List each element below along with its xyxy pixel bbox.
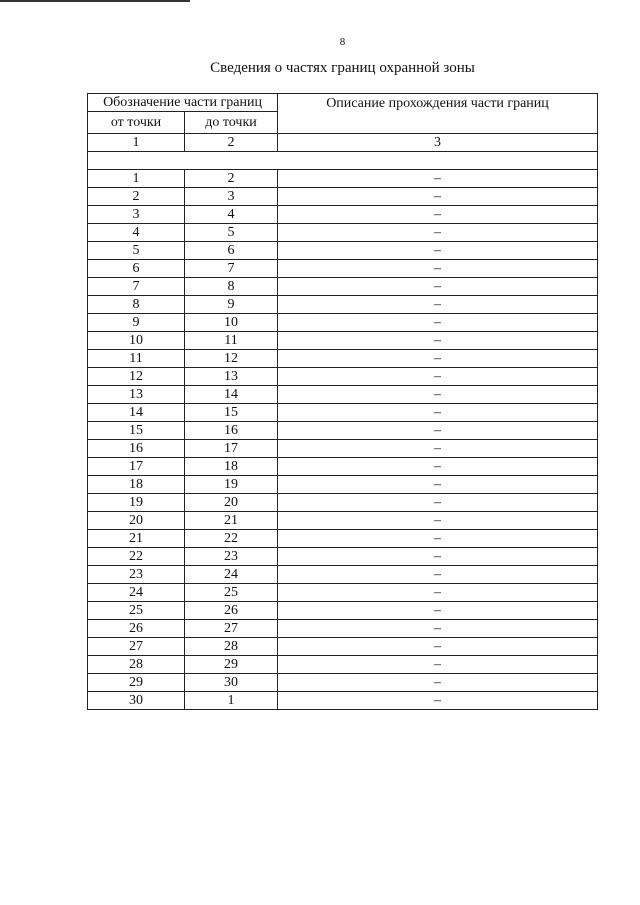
section-label-cell [88,152,598,170]
from-point-cell: 11 [88,350,185,368]
to-point-cell: 23 [185,548,278,566]
table-row [88,530,598,548]
table-header-row [88,94,598,112]
table-row [88,620,598,638]
table-row [88,368,598,386]
from-point-cell: 10 [88,332,185,350]
description-cell: – [278,350,598,368]
from-point-cell: 18 [88,476,185,494]
from-point-cell: 7 [88,278,185,296]
from-point-cell: 12 [88,368,185,386]
from-point-cell: 2 [88,188,185,206]
from-point-cell: 6 [88,260,185,278]
boundary-parts-table [87,93,598,710]
description-cell: – [278,566,598,584]
description-cell: – [278,674,598,692]
to-point-cell: 26 [185,602,278,620]
table-row [88,404,598,422]
from-point-cell: 4 [88,224,185,242]
description-cell: – [278,188,598,206]
description-cell: – [278,494,598,512]
to-point-cell: 1 [185,692,278,710]
to-point-cell: 20 [185,494,278,512]
to-point-cell: 21 [185,512,278,530]
table-row [88,332,598,350]
to-point-cell: 9 [185,296,278,314]
description-cell: – [278,440,598,458]
to-point-cell: 2 [185,170,278,188]
to-point-cell: 27 [185,620,278,638]
from-point-cell: 14 [88,404,185,422]
to-point-cell: 18 [185,458,278,476]
from-point-cell: 9 [88,314,185,332]
from-point-cell: 1 [88,170,185,188]
table-row [88,512,598,530]
to-point-cell: 11 [185,332,278,350]
column-number-cell: 2 [185,134,278,152]
to-point-cell: 6 [185,242,278,260]
description-cell: – [278,224,598,242]
description-cell: – [278,530,598,548]
description-cell: – [278,512,598,530]
description-cell: – [278,476,598,494]
from-point-header-cell: от точки [88,112,185,134]
column-number-row [88,134,598,152]
top-rule [0,0,190,2]
from-point-cell: 19 [88,494,185,512]
to-point-cell: 24 [185,566,278,584]
from-point-cell: 20 [88,512,185,530]
description-cell: – [278,458,598,476]
to-point-cell: 30 [185,674,278,692]
from-point-cell: 28 [88,656,185,674]
to-point-cell: 3 [185,188,278,206]
column-number-cell: 3 [278,134,598,152]
table-row [88,278,598,296]
to-point-cell: 10 [185,314,278,332]
page-number: 8 [339,36,346,48]
to-point-cell: 28 [185,638,278,656]
to-point-cell: 17 [185,440,278,458]
table-row [88,440,598,458]
from-point-cell: 13 [88,386,185,404]
description-cell: – [278,638,598,656]
table-row [88,206,598,224]
table-row [88,638,598,656]
table-row [88,458,598,476]
description-cell: – [278,260,598,278]
table-row [88,422,598,440]
table-row [88,566,598,584]
document-title: Сведения о частях границ охранной зоны [210,60,475,76]
table-row [88,386,598,404]
section-row [88,152,598,170]
description-cell: – [278,296,598,314]
description-cell: – [278,602,598,620]
description-cell: – [278,584,598,602]
description-header-cell: Описание прохождения части границ [278,94,598,134]
to-point-header-cell: до точки [185,112,278,134]
table-row [88,350,598,368]
to-point-cell: 29 [185,656,278,674]
table-row [88,494,598,512]
table-row [88,170,598,188]
column-number-cell: 1 [88,134,185,152]
description-cell: – [278,404,598,422]
description-cell: – [278,656,598,674]
from-point-cell: 24 [88,584,185,602]
from-point-cell: 25 [88,602,185,620]
to-point-cell: 4 [185,206,278,224]
from-point-cell: 21 [88,530,185,548]
from-point-cell: 15 [88,422,185,440]
from-point-cell: 3 [88,206,185,224]
table-row [88,224,598,242]
from-point-cell: 29 [88,674,185,692]
from-point-cell: 8 [88,296,185,314]
description-cell: – [278,368,598,386]
from-point-cell: 17 [88,458,185,476]
description-cell: – [278,170,598,188]
from-point-cell: 23 [88,566,185,584]
description-cell: – [278,278,598,296]
description-cell: – [278,206,598,224]
to-point-cell: 8 [185,278,278,296]
from-point-cell: 27 [88,638,185,656]
table-row [88,296,598,314]
table-row [88,548,598,566]
table-row [88,260,598,278]
table-row [88,242,598,260]
table-row [88,584,598,602]
to-point-cell: 15 [185,404,278,422]
table-row [88,656,598,674]
table-row [88,476,598,494]
from-point-cell: 5 [88,242,185,260]
description-cell: – [278,332,598,350]
description-cell: – [278,422,598,440]
to-point-cell: 5 [185,224,278,242]
to-point-cell: 22 [185,530,278,548]
description-cell: – [278,548,598,566]
to-point-cell: 12 [185,350,278,368]
description-cell: – [278,692,598,710]
description-cell: – [278,314,598,332]
table-row [88,674,598,692]
to-point-cell: 13 [185,368,278,386]
from-point-cell: 30 [88,692,185,710]
table-row [88,602,598,620]
to-point-cell: 19 [185,476,278,494]
table-row [88,188,598,206]
from-point-cell: 22 [88,548,185,566]
description-cell: – [278,386,598,404]
to-point-cell: 7 [185,260,278,278]
from-point-cell: 26 [88,620,185,638]
group-header-cell: Обозначение части границ [88,94,278,112]
from-point-cell: 16 [88,440,185,458]
table-row [88,314,598,332]
table-row [88,692,598,710]
description-cell: – [278,242,598,260]
to-point-cell: 14 [185,386,278,404]
description-cell: – [278,620,598,638]
to-point-cell: 25 [185,584,278,602]
to-point-cell: 16 [185,422,278,440]
